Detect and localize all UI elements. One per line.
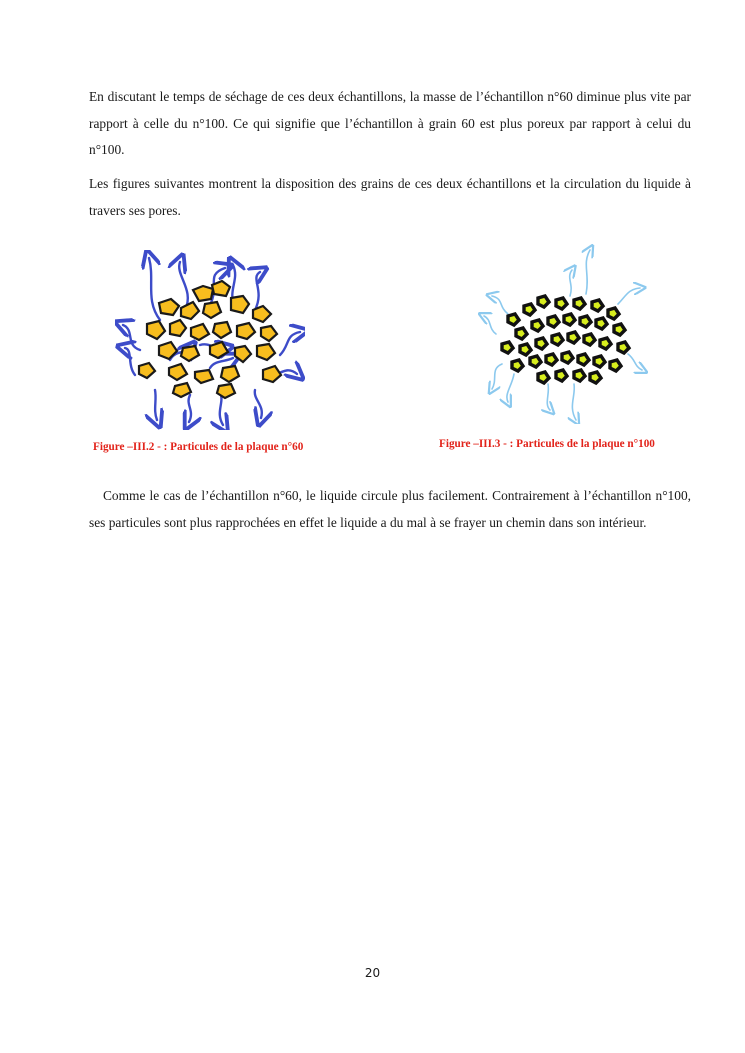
page-number: 20 <box>364 966 381 980</box>
paragraph-comparison: Comme le cas de l’échantillon n°60, le liquide circule plus facilement. Contrairement à l’échantillon n°100, ses particules sont plus rapprochées en effet le liquide a du mal à se frayer un chemin dans son intérieur. <box>89 488 691 530</box>
paragraph-drying-time: En discutant le temps de séchage de ces deux échantillons, la masse de l’échantillon n°60 diminue plus vite par rapport à celle du n°100. Ce qui signifie que l’échantillon à grain 60 est plus poreux par rapport à celui du n°100. <box>89 89 691 157</box>
figure-plate-60 <box>115 250 305 430</box>
particles <box>139 281 281 398</box>
paragraph-figures-intro: Les figures suivantes montrent la disposition des grains de ces deux échantillons et la circulation du liquide à travers ses pores. <box>89 176 691 218</box>
figure-caption-plate-100: Figure –III.3 - : Particules de la plaque n°100 <box>439 438 655 450</box>
figure-caption-plate-60: Figure –III.2 - : Particules de la plaque n°60 <box>93 441 304 453</box>
flow-arrows <box>123 258 300 425</box>
figure-plate-100 <box>478 244 648 424</box>
particles <box>502 296 629 383</box>
